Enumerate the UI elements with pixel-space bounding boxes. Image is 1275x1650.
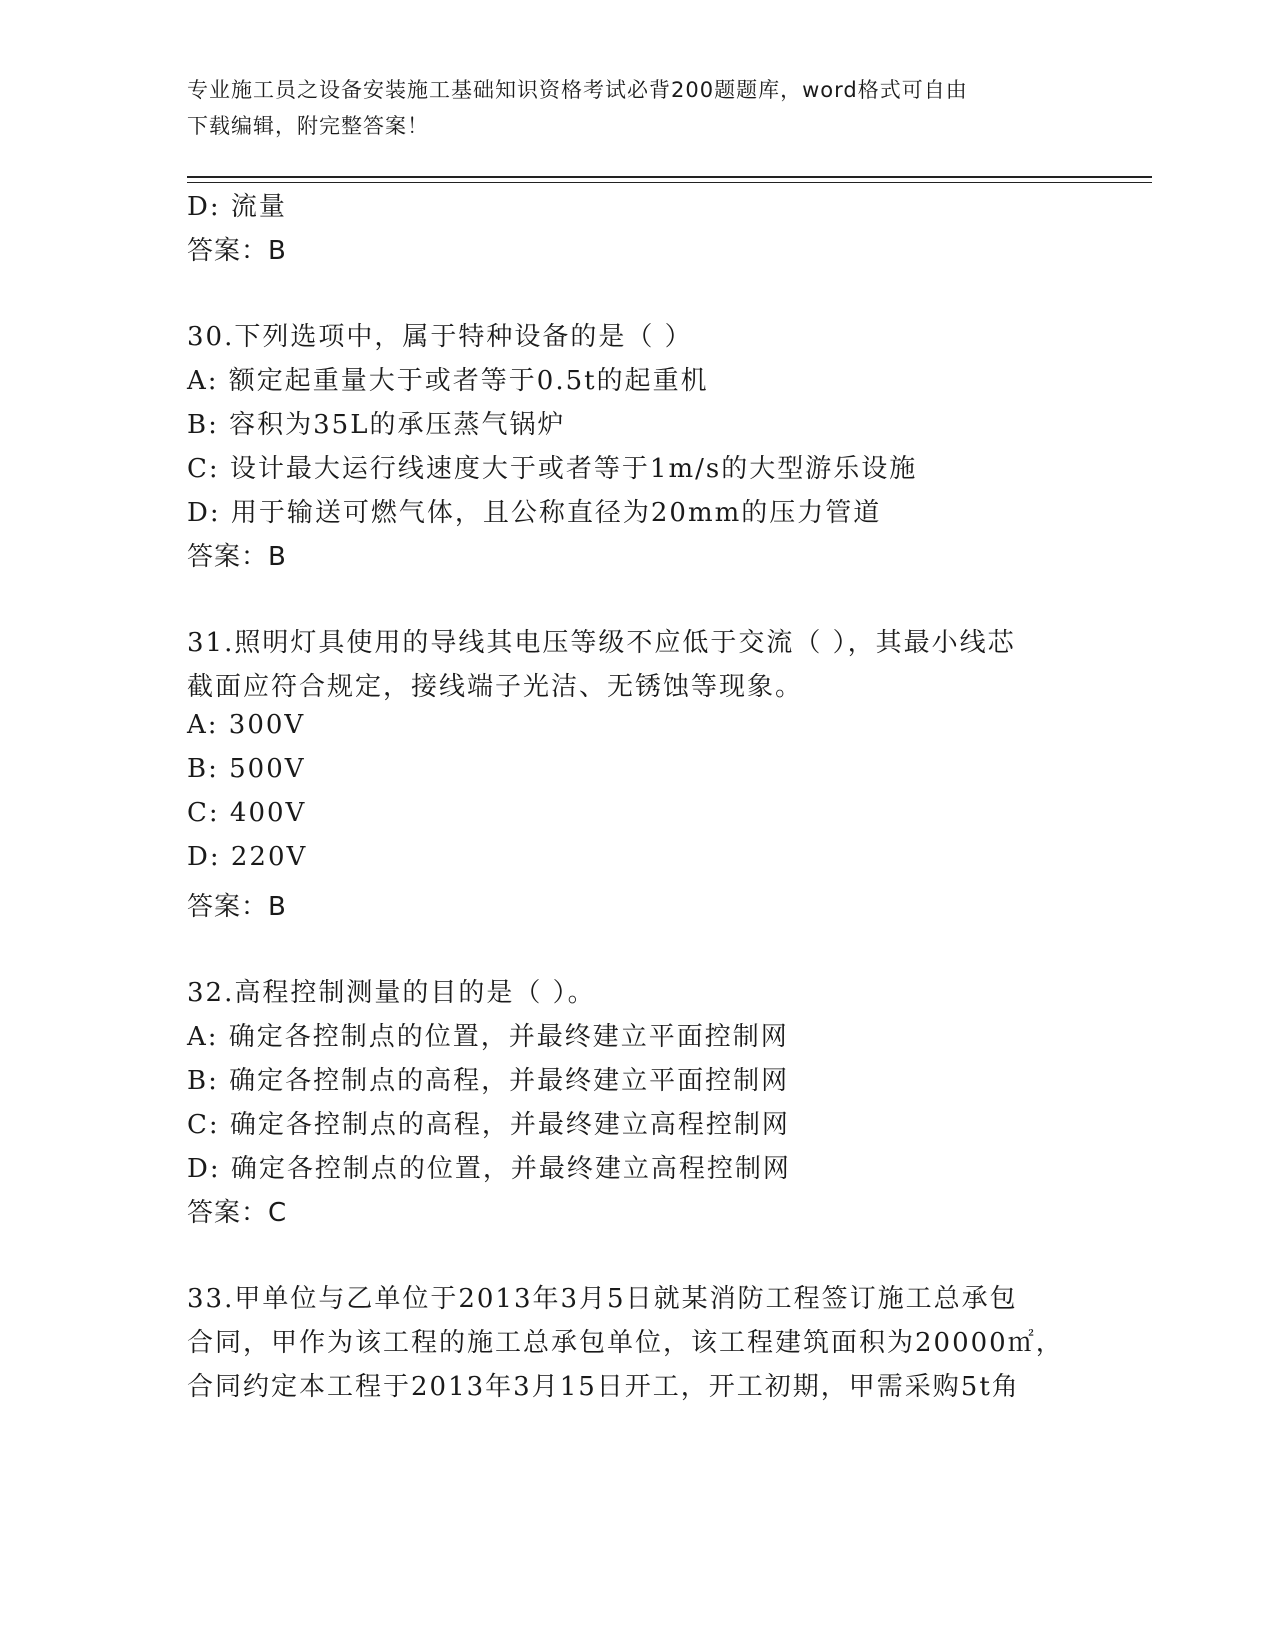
q29-option-d: D: 流量 bbox=[187, 192, 287, 222]
q29-answer: 答案：B bbox=[187, 236, 287, 266]
q30-option-d: D: 用于输送可燃气体，且公称直径为20mm的压力管道 bbox=[187, 498, 882, 528]
q33-question-line-2: 合同，甲作为该工程的施工总承包单位，该工程建筑面积为20000㎡， bbox=[187, 1328, 1064, 1358]
q32-option-c: C: 确定各控制点的高程，并最终建立高程控制网 bbox=[187, 1110, 790, 1140]
page-header bbox=[187, 72, 1067, 144]
q31-option-b: B: 500V bbox=[187, 754, 306, 784]
q31-option-c: C: 400V bbox=[187, 798, 307, 828]
q31-option-d: D: 220V bbox=[187, 842, 308, 872]
header-rule-thin bbox=[187, 182, 1152, 183]
q32-option-b: B: 确定各控制点的高程，并最终建立平面控制网 bbox=[187, 1066, 790, 1096]
q31-question-line-1: 31.照明灯具使用的导线其电压等级不应低于交流（ ），其最小线芯 bbox=[187, 628, 1016, 658]
q30-answer: 答案：B bbox=[187, 542, 287, 572]
q32-option-d: D: 确定各控制点的位置，并最终建立高程控制网 bbox=[187, 1154, 791, 1184]
q30-option-c: C: 设计最大运行线速度大于或者等于1m/s的大型游乐设施 bbox=[187, 454, 918, 484]
q30-option-b: B: 容积为35L的承压蒸气锅炉 bbox=[187, 410, 566, 440]
header-line-2: 下载编辑，附完整答案！ bbox=[187, 114, 429, 138]
header-line-1: 专业施工员之设备安装施工基础知识资格考试必背200题题库，word格式可自由 bbox=[187, 78, 968, 102]
q30-option-a: A: 额定起重量大于或者等于0.5t的起重机 bbox=[187, 366, 709, 396]
q31-answer: 答案：B bbox=[187, 892, 287, 922]
q31-option-a: A: 300V bbox=[187, 710, 306, 740]
header-rule-thick bbox=[187, 176, 1152, 178]
q30-question: 30.下列选项中，属于特种设备的是（ ） bbox=[187, 322, 693, 352]
q33-question-line-1: 33.甲单位与乙单位于2013年3月5日就某消防工程签订施工总承包 bbox=[187, 1284, 1018, 1314]
q33-question-line-3: 合同约定本工程于2013年3月15日开工，开工初期，甲需采购5t角 bbox=[187, 1372, 1020, 1402]
q31-question-line-2: 截面应符合规定，接线端子光洁、无锈蚀等现象。 bbox=[187, 672, 804, 702]
q32-answer: 答案：C bbox=[187, 1198, 288, 1228]
q32-question: 32.高程控制测量的目的是（ ）。 bbox=[187, 978, 596, 1008]
q32-option-a: A: 确定各控制点的位置，并最终建立平面控制网 bbox=[187, 1022, 789, 1052]
